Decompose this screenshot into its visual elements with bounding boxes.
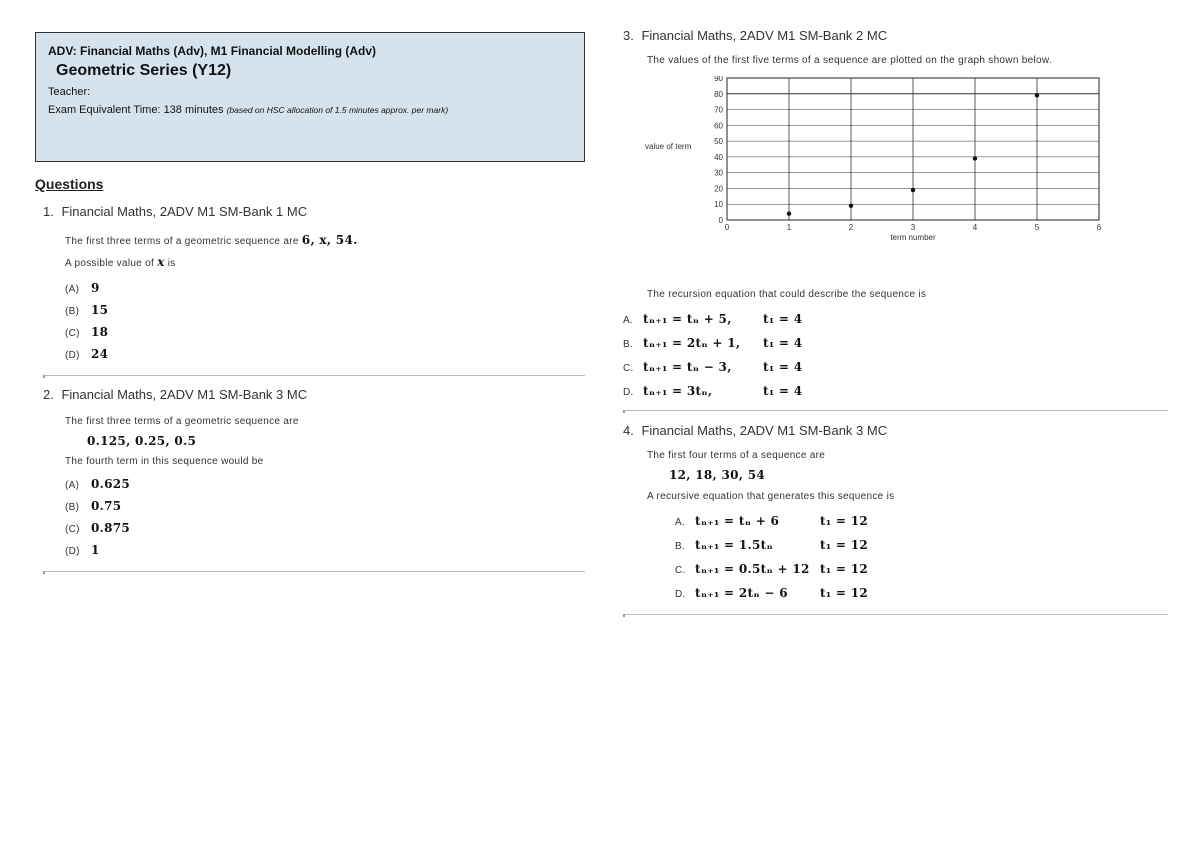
option-label: B. [623,339,634,350]
option-d[interactable] [65,347,585,361]
option-c[interactable] [675,562,1168,576]
question-2 [35,387,585,557]
question-divider [623,410,1168,411]
option-label: (B) [65,502,80,513]
option-initial-term: t₁ = 12 [820,562,869,576]
exam-time-line [48,104,572,116]
question-stem: The first three terms of a geometric sequence are [65,236,299,247]
option-initial-term: t₁ = 4 [763,336,803,350]
question-prompt: The recursion equation that could describe the sequence is [647,289,927,300]
x-tick-label: 2 [848,223,854,232]
option-initial-term: t₁ = 12 [820,586,869,600]
y-tick-label: 40 [714,152,723,162]
option-label: (A) [65,284,80,295]
question-1 [35,204,585,361]
option-label: (C) [65,328,80,339]
option-initial-term: t₁ = 4 [763,360,803,374]
question-source: Financial Maths, 2ADV M1 SM-Bank 3 MC [641,423,888,438]
option-c[interactable] [623,360,1168,374]
questions-heading: Questions [35,176,104,192]
option-equation: tₙ₊₁ = tₙ − 3, [643,360,732,374]
x-tick-label: 6 [1096,223,1102,232]
option-d[interactable] [65,543,585,557]
option-b[interactable] [623,336,1168,350]
option-equation: tₙ₊₁ = tₙ + 5, [643,312,732,326]
data-point [973,156,977,160]
question-title [623,423,1168,438]
option-value: 24 [91,347,109,361]
option-c[interactable] [65,325,585,339]
exam-time-note: (based on HSC allocation of 1.5 minutes approx. per mark) [226,105,449,115]
option-label: A. [675,517,686,528]
option-value: 15 [91,303,109,317]
x-axis-label: term number [890,233,936,242]
option-initial-term: t₁ = 4 [763,384,803,398]
question-body [647,55,1168,66]
data-point [787,211,791,215]
question-3 [623,28,1168,398]
math-variable: x [157,255,165,269]
y-tick-label: 20 [714,184,723,194]
option-value: 1 [91,543,100,557]
option-label: B. [675,541,686,552]
exam-time-value: 138 minutes [163,104,224,116]
option-label: (C) [65,524,80,535]
y-tick-label: 50 [714,137,723,147]
option-equation: tₙ₊₁ = 1.5tₙ [695,538,774,552]
question-prompt [65,255,585,269]
worksheet-header [35,32,585,162]
y-axis-label: value of term [645,142,692,151]
option-equation: tₙ₊₁ = 0.5tₙ + 12 [695,562,810,576]
course-title: ADV: Financial Maths (Adv), M1 Financial Modelling (Adv) [48,44,377,58]
data-point [911,188,915,192]
question-divider [43,571,585,572]
question-number: 2. [43,387,54,402]
data-point [849,204,853,208]
option-label: (B) [65,306,80,317]
option-equation: tₙ₊₁ = 2tₙ − 6 [695,586,788,600]
option-label: (D) [65,546,80,557]
question-number: 3. [623,28,634,43]
question-divider [43,375,585,376]
x-tick-label: 5 [1034,223,1040,232]
x-tick-label: 1 [786,223,792,232]
option-value: 0.75 [91,499,122,513]
question-source: Financial Maths, 2ADV M1 SM-Bank 3 MC [61,387,308,402]
question-body [65,416,585,557]
option-b[interactable] [675,538,1168,552]
question-source: Financial Maths, 2ADV M1 SM-Bank 2 MC [641,28,888,43]
option-b[interactable] [65,303,585,317]
question-number: 1. [43,204,54,219]
option-value: 18 [91,325,109,339]
math-expression: 6, x, 54. [301,233,358,247]
question-body [623,289,1168,398]
prompt-text-after: is [167,258,176,269]
question-divider [623,614,1168,615]
x-tick-label: 3 [910,223,916,232]
option-b[interactable] [65,499,585,513]
y-tick-label: 80 [714,89,723,99]
option-initial-term: t₁ = 12 [820,538,869,552]
option-initial-term: t₁ = 4 [763,312,803,326]
prompt-text: A possible value of [65,258,155,269]
option-label: D. [675,589,686,600]
option-label: C. [675,565,686,576]
question-source: Financial Maths, 2ADV M1 SM-Bank 1 MC [61,204,308,219]
option-equation: tₙ₊₁ = 2tₙ + 1, [643,336,741,350]
option-value: 9 [91,281,100,295]
question-body [647,450,1168,600]
x-tick-label: 0 [724,223,730,232]
sequence-values: 12, 18, 30, 54 [669,468,766,482]
question-title [43,204,585,219]
y-tick-label: 10 [714,200,723,210]
y-tick-label: 0 [718,216,723,225]
question-prompt: The fourth term in this sequence would be [65,456,264,467]
option-equation: tₙ₊₁ = 3tₙ, [643,384,713,398]
option-value: 0.875 [91,521,131,535]
option-label: (D) [65,350,80,361]
option-equation: tₙ₊₁ = tₙ + 6 [695,514,780,528]
option-d[interactable] [675,586,1168,600]
y-tick-label: 90 [714,76,723,83]
option-initial-term: t₁ = 12 [820,514,869,528]
y-tick-label: 70 [714,105,723,115]
question-text [65,233,585,247]
question-text: The first three terms of a geometric sequence are [65,416,299,427]
question-title [43,387,585,402]
option-a[interactable] [65,477,585,491]
teacher-line [48,86,572,98]
right-column [623,28,1168,615]
option-c[interactable] [65,521,585,535]
option-label: A. [623,315,634,326]
data-point [1035,93,1039,97]
question-text: The values of the first five terms of a sequence are plotted on the graph shown below. [647,55,1052,66]
left-column [35,32,585,572]
question-4 [623,423,1168,600]
option-label: D. [623,387,634,398]
teacher-label: Teacher: [48,86,91,98]
sequence-values: 0.125, 0.25, 0.5 [87,434,197,448]
sequence-chart [643,76,1168,253]
question-body [65,233,585,361]
option-label: (A) [65,480,80,491]
question-number: 4. [623,423,634,438]
x-tick-label: 4 [972,223,978,232]
option-d[interactable] [623,384,1168,398]
question-prompt: A recursive equation that generates this sequence is [647,491,895,502]
y-tick-label: 30 [714,168,723,178]
y-tick-label: 60 [714,121,723,131]
option-label: C. [623,363,634,374]
scatter-chart [643,76,1123,248]
option-value: 0.625 [91,477,131,491]
option-a[interactable] [623,312,1168,326]
option-a[interactable] [675,514,1168,528]
option-a[interactable] [65,281,585,295]
worksheet-title: Geometric Series (Y12) [56,62,232,79]
question-title [623,28,1168,43]
question-text: The first four terms of a sequence are [647,450,826,461]
exam-time-label: Exam Equivalent Time: [48,104,161,116]
